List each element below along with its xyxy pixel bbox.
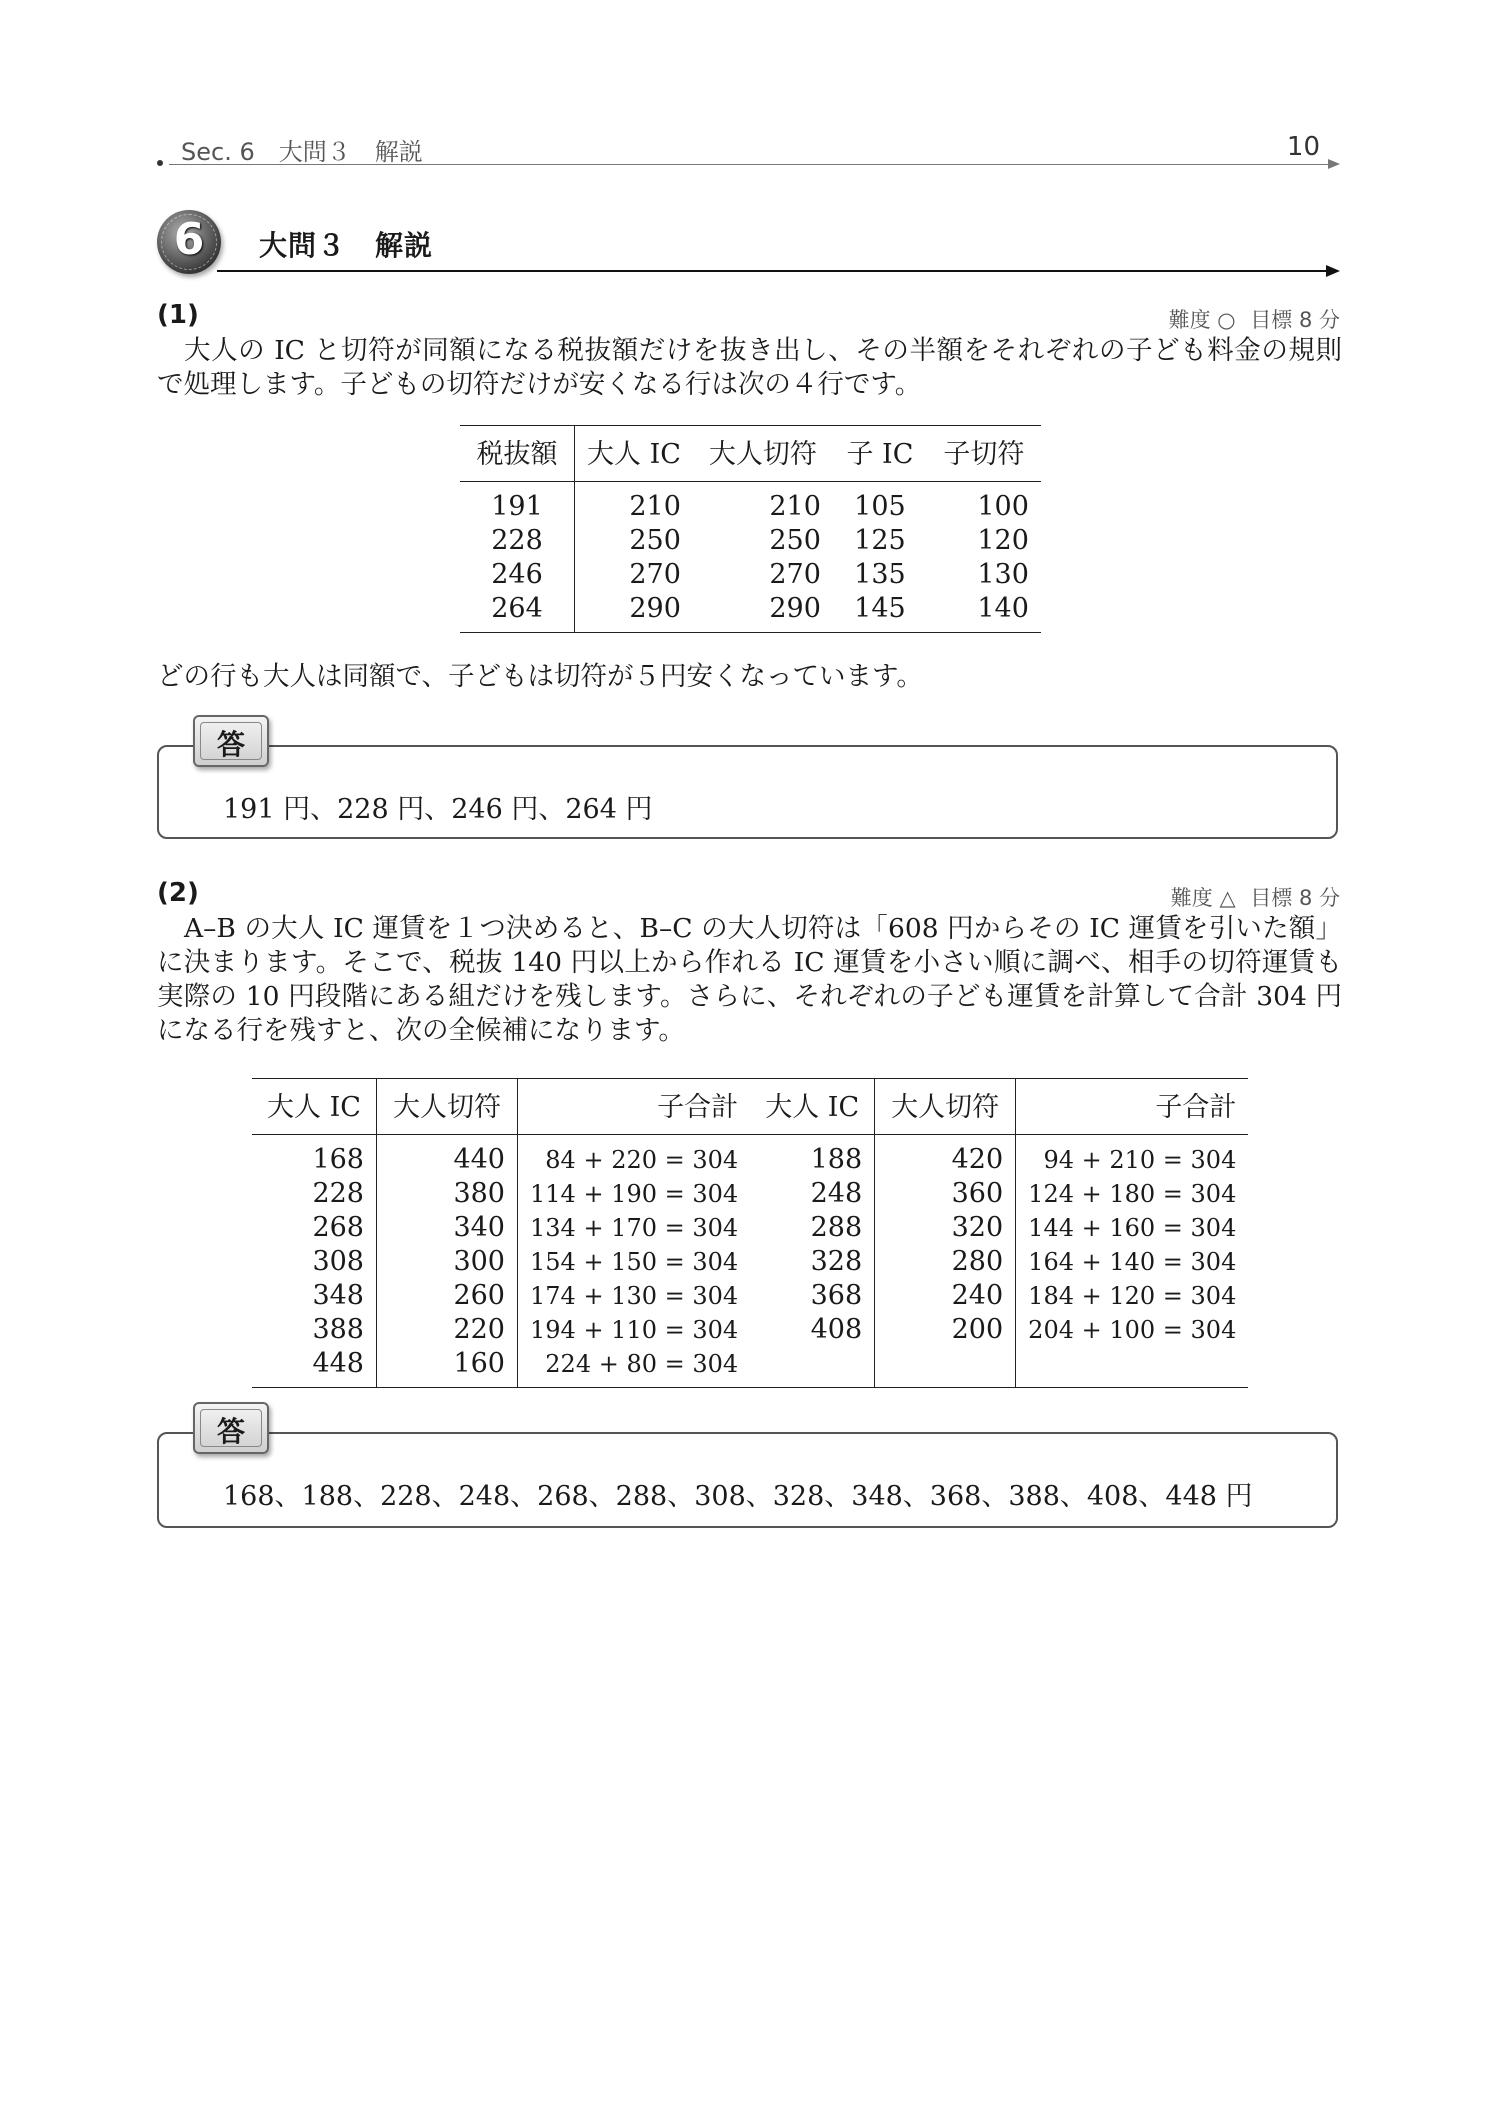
problem-2-heading — [157, 878, 1340, 912]
problem-1-heading — [157, 300, 1340, 334]
table-cell: 340 — [377, 1211, 518, 1245]
header-rule — [169, 164, 1332, 165]
table-row — [252, 1177, 1248, 1211]
table-cell: 246 — [460, 558, 575, 592]
table-row — [460, 558, 1041, 592]
table-row — [252, 1347, 1248, 1388]
section-title: 大問３ 解説 — [259, 229, 434, 262]
problem-2-difficulty: 難度 △ — [1170, 886, 1236, 910]
table-cell: 290 — [769, 593, 821, 624]
table-cell: 408 — [750, 1313, 875, 1347]
table-cell: 348 — [252, 1279, 377, 1313]
answer-tab — [193, 1402, 269, 1454]
answer-text: 191 円、228 円、246 円、264 円 — [223, 794, 653, 825]
table-cell: 120 — [977, 525, 1029, 556]
table-cell: 100 — [977, 491, 1029, 522]
table-cell: 248 — [750, 1177, 875, 1211]
section-badge-icon — [157, 210, 221, 274]
col-header: 子合計 — [1016, 1079, 1249, 1135]
problem-1-meta — [1161, 304, 1340, 334]
section-arrow-icon — [1326, 265, 1340, 277]
table-header-row — [252, 1079, 1248, 1135]
col-header: 大人 IC — [750, 1079, 875, 1135]
table-row — [252, 1211, 1248, 1245]
problem-2-target: 目標 8 分 — [1250, 886, 1340, 910]
table-cell: 145 — [854, 593, 906, 624]
problem-1-label: (1) — [157, 300, 199, 330]
header-arrow-icon — [1328, 159, 1340, 169]
table-cell: 368 — [750, 1279, 875, 1313]
table-cell: 290 — [629, 593, 681, 624]
problem-1-note: どの行も大人は同額で、子どもは切符が５円安くなっています。 — [157, 661, 923, 692]
table-cell: 94 + 210 = 304 — [1043, 1146, 1237, 1174]
table-cell: 124 + 180 = 304 — [1028, 1180, 1237, 1208]
col-header: 大人切符 — [693, 426, 833, 482]
table-cell: 224 + 80 = 304 — [545, 1350, 739, 1378]
table-row — [252, 1279, 1248, 1313]
page-number: 10 — [1286, 132, 1320, 162]
table-cell — [875, 1347, 1016, 1388]
table-cell: 448 — [252, 1347, 377, 1388]
table-cell: 114 + 190 = 304 — [530, 1180, 739, 1208]
table-cell: 188 — [750, 1135, 875, 1178]
col-header: 大人 IC — [575, 426, 693, 482]
table-cell: 270 — [769, 559, 821, 590]
table-cell: 250 — [629, 525, 681, 556]
table-cell: 140 — [977, 593, 1029, 624]
header-dot — [157, 160, 163, 166]
table-cell: 210 — [769, 491, 821, 522]
table-cell — [750, 1347, 875, 1388]
table-cell: 200 — [875, 1313, 1016, 1347]
table-cell: 270 — [629, 559, 681, 590]
table-cell: 440 — [377, 1135, 518, 1178]
problem-1-table — [460, 425, 1041, 633]
table-cell: 105 — [854, 491, 906, 522]
col-header: 子切符 — [927, 426, 1041, 482]
table-cell: 320 — [875, 1211, 1016, 1245]
answer-tab — [193, 715, 269, 767]
table-cell: 240 — [875, 1279, 1016, 1313]
table-cell: 280 — [875, 1245, 1016, 1279]
table-cell: 168 — [252, 1135, 377, 1178]
running-header — [157, 132, 1340, 166]
table-cell: 174 + 130 = 304 — [530, 1282, 739, 1310]
table-cell: 144 + 160 = 304 — [1028, 1214, 1237, 1242]
table-cell: 210 — [629, 491, 681, 522]
problem-2-meta — [1163, 882, 1340, 912]
table-row — [460, 592, 1041, 633]
table-header-row — [460, 426, 1041, 482]
table-cell: 134 + 170 = 304 — [530, 1214, 739, 1242]
problem-1-paragraph: 大人の IC と切符が同額になる税抜額だけを抜き出し、その半額をそれぞれの子ども料金の規則で処理します。子どもの切符だけが安くなる行は次の４行です。 — [157, 335, 1342, 400]
col-header: 大人 IC — [252, 1079, 377, 1135]
table-cell: 184 + 120 = 304 — [1028, 1282, 1237, 1310]
answer-text: 168、188、228、248、268、288、308、328、348、368、388、408、448 円 — [223, 1481, 1253, 1512]
table-cell: 228 — [460, 524, 575, 558]
table-cell: 164 + 140 = 304 — [1028, 1248, 1237, 1276]
table-row — [252, 1313, 1248, 1347]
table-cell: 84 + 220 = 304 — [545, 1146, 739, 1174]
table-cell — [1016, 1347, 1249, 1388]
table-cell: 220 — [377, 1313, 518, 1347]
section-rule — [217, 270, 1328, 272]
table-cell: 380 — [377, 1177, 518, 1211]
table-cell: 308 — [252, 1245, 377, 1279]
table-row — [460, 482, 1041, 525]
table-row — [252, 1135, 1248, 1178]
col-header: 子 IC — [833, 426, 927, 482]
col-header: 大人切符 — [377, 1079, 518, 1135]
answer-box-2 — [157, 1402, 1338, 1530]
table-cell: 125 — [854, 525, 906, 556]
table-cell: 228 — [252, 1177, 377, 1211]
table-cell: 260 — [377, 1279, 518, 1313]
problem-2-table — [252, 1078, 1248, 1388]
table-cell: 420 — [875, 1135, 1016, 1178]
problem-1-difficulty: 難度 ○ — [1168, 308, 1236, 332]
table-cell: 264 — [460, 592, 575, 633]
table-cell: 130 — [977, 559, 1029, 590]
answer-label: 答 — [216, 1415, 245, 1448]
table-cell: 250 — [769, 525, 821, 556]
col-header: 子合計 — [518, 1079, 751, 1135]
answer-label: 答 — [216, 728, 245, 761]
table-cell: 154 + 150 = 304 — [530, 1248, 739, 1276]
col-header: 大人切符 — [875, 1079, 1016, 1135]
table-row — [252, 1245, 1248, 1279]
table-cell: 288 — [750, 1211, 875, 1245]
problem-2-label: (2) — [157, 878, 199, 908]
table-cell: 268 — [252, 1211, 377, 1245]
section-heading — [157, 210, 1340, 280]
table-cell: 204 + 100 = 304 — [1028, 1316, 1237, 1344]
table-cell: 388 — [252, 1313, 377, 1347]
table-cell: 328 — [750, 1245, 875, 1279]
problem-2-paragraph: A–B の大人 IC 運賃を１つ決めると、B–C の大人切符は「608 円からその IC 運賃を引いた額」に決まります。そこで、税抜 140 円以上から作れる IC 運賃を小さい順に調べ、相手の切符運賃も実際の 10 円段階にある組だけを残します。さらに、それぞれの子ども運賃を計算して合計 304 円になる行を残すと、次の全候補になります。 — [157, 913, 1342, 1046]
section-badge-number: 6 — [173, 214, 205, 265]
table-cell: 135 — [854, 559, 906, 590]
table-row — [460, 524, 1041, 558]
col-header: 税抜額 — [460, 426, 575, 482]
table-cell: 300 — [377, 1245, 518, 1279]
problem-1-target: 目標 8 分 — [1250, 308, 1340, 332]
table-cell: 160 — [377, 1347, 518, 1388]
running-title: Sec. 6 大問３ 解説 — [181, 138, 423, 166]
table-cell: 191 — [460, 482, 575, 525]
table-cell: 360 — [875, 1177, 1016, 1211]
table-cell: 194 + 110 = 304 — [530, 1316, 739, 1344]
answer-box-1 — [157, 715, 1338, 840]
